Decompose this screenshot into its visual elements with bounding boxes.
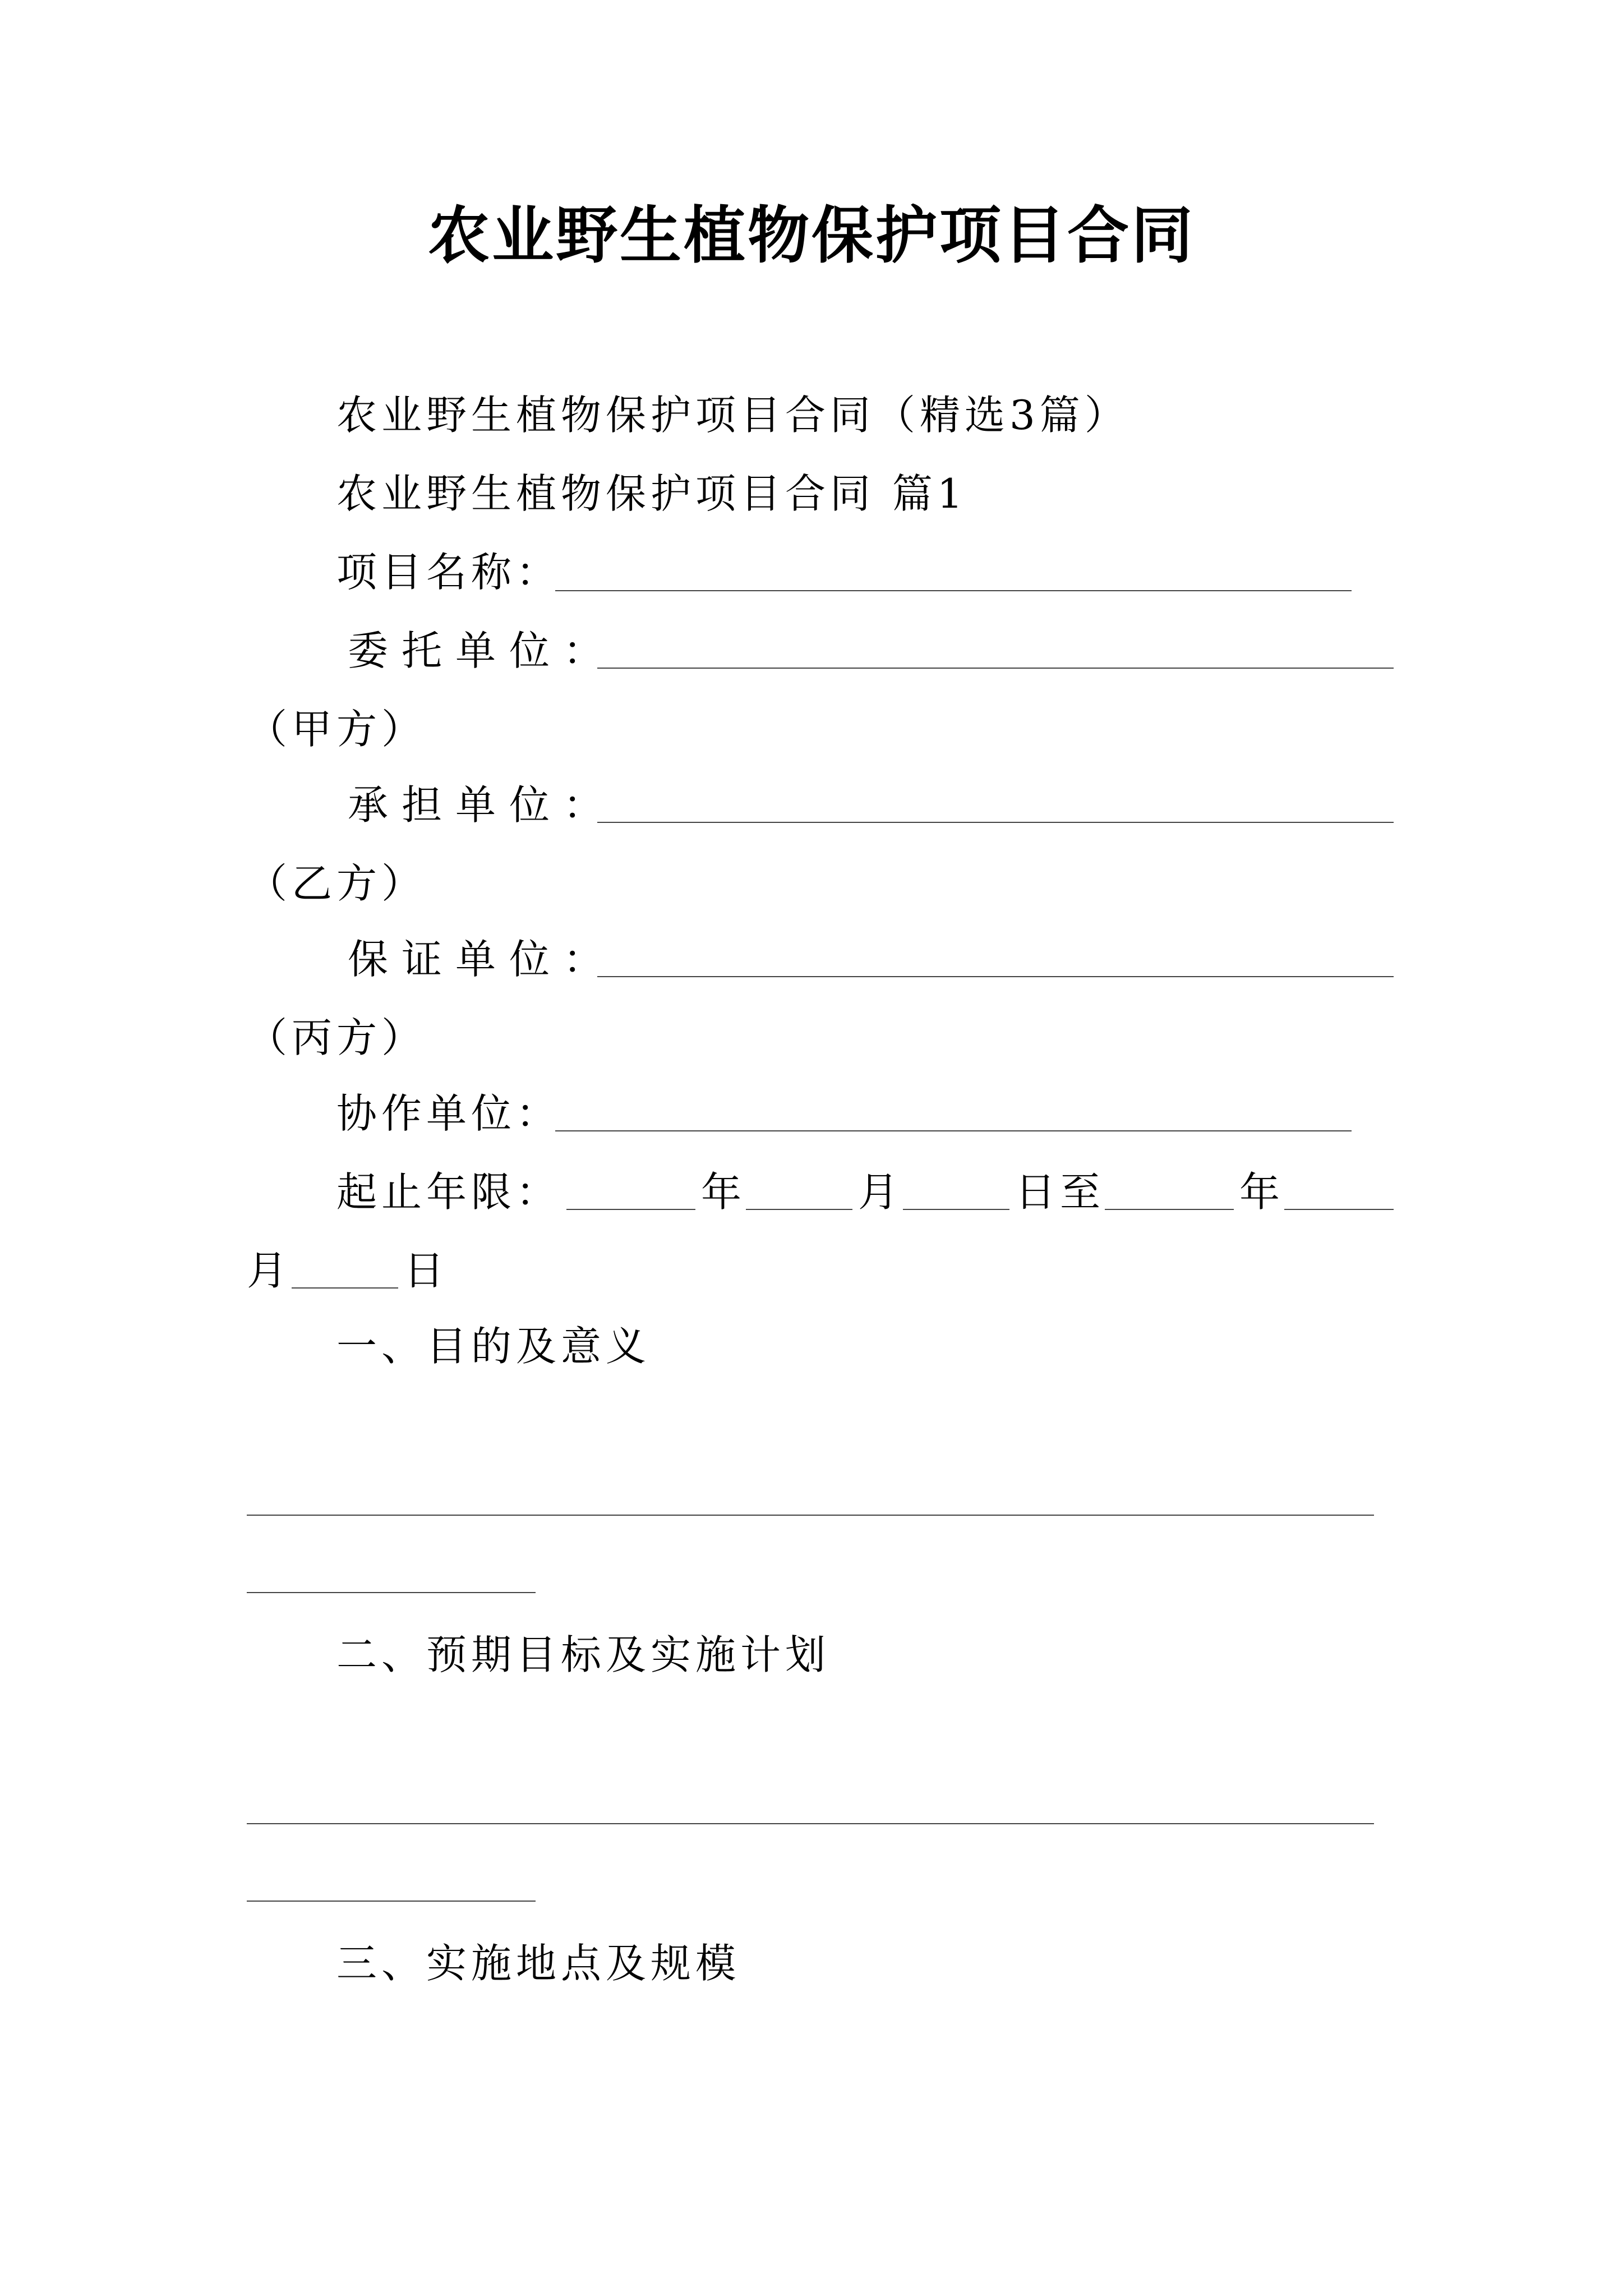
section-2-line-2[interactable] xyxy=(247,1901,536,1902)
undertaking-unit-field[interactable] xyxy=(597,822,1394,823)
guarantee-unit-label: 保证单位： xyxy=(348,936,617,983)
month-label: 月 xyxy=(858,1168,903,1216)
cooperating-unit-field[interactable] xyxy=(555,1130,1352,1131)
document-subtitle: 农业野生植物保护项目合同（精选3篇） xyxy=(336,392,1129,439)
section-1-line-2[interactable] xyxy=(247,1592,536,1593)
entrusting-unit-label: 委托单位： xyxy=(348,627,617,674)
party-b-label: （乙方） xyxy=(247,860,427,907)
day-label: 日 xyxy=(404,1247,449,1294)
cooperating-unit-label: 协作单位： xyxy=(336,1090,561,1137)
project-name-label: 项目名称： xyxy=(336,549,561,596)
undertaking-unit-label: 承担单位： xyxy=(348,781,617,829)
section-heading-3: 三、实施地点及规模 xyxy=(336,1940,741,1987)
section-heading-1: 一、目的及意义 xyxy=(336,1323,651,1370)
section-1-line-1[interactable] xyxy=(247,1515,1374,1516)
start-year-field[interactable] xyxy=(566,1209,695,1210)
start-day-field[interactable] xyxy=(903,1209,1009,1210)
year-label: 年 xyxy=(701,1168,746,1216)
term-label: 起止年限： xyxy=(336,1168,561,1216)
year2-label: 年 xyxy=(1239,1168,1285,1216)
project-name-field[interactable] xyxy=(555,590,1352,591)
end-day-field[interactable] xyxy=(292,1287,398,1289)
start-month-field[interactable] xyxy=(746,1209,852,1210)
guarantee-unit-field[interactable] xyxy=(597,976,1394,977)
party-c-label: （丙方） xyxy=(247,1014,427,1061)
party-a-label: （甲方） xyxy=(247,706,427,753)
section-2-line-1[interactable] xyxy=(247,1823,1374,1824)
entrusting-unit-field[interactable] xyxy=(597,668,1394,669)
part-heading: 农业野生植物保护项目合同 篇1 xyxy=(336,470,967,517)
day-to-label: 日至 xyxy=(1015,1168,1105,1216)
month2-label: 月 xyxy=(247,1247,292,1294)
end-month-field-a[interactable] xyxy=(1284,1209,1394,1210)
section-heading-2: 二、预期目标及实施计划 xyxy=(336,1631,831,1678)
document-title: 农业野生植物保护项目合同 xyxy=(428,199,1195,272)
end-year-field[interactable] xyxy=(1105,1209,1234,1210)
